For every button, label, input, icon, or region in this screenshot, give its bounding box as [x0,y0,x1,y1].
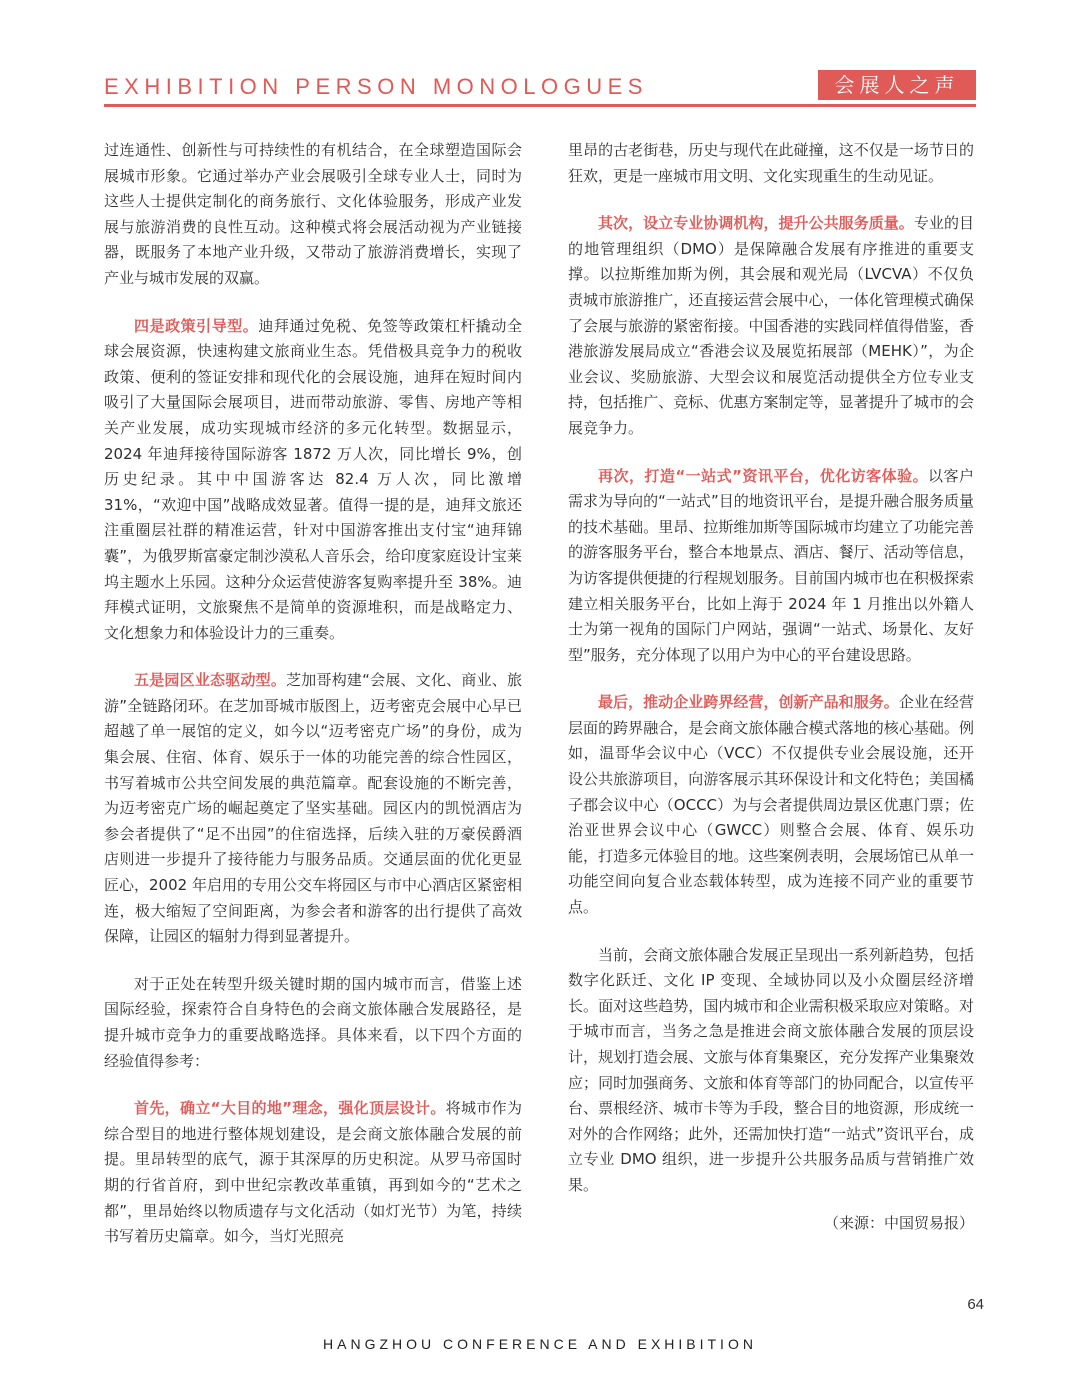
paragraph-body: 以客户需求为导向的“一站式”目的地资讯平台，是提升融合服务质量的技术基础。里昂、拉斯维加斯等国际城市均建立了功能完善的游客服务平台，整合本地景点、酒店、餐厅、活动等信息，为访客提供便捷的行程规划服务。目前国内城市也在积极探索建立相关服务平台，比如上海于 2024 年 1 月推出以外籍人士为第一视角的国际门户网站，强调“一站式、场景化、友好型”服务，充分体现了以用户为中心的平台建设思路。 [568,466,974,664]
paragraph-body: 迪拜通过免税、免签等政策杠杆撬动全球会展资源，快速构建文旅商业生态。凭借极具竞争力的税收政策、便利的签证安排和现代化的会展设施，迪拜在短时间内吸引了大量国际会展项目，进而带动旅游、零售、房地产等相关产业发展，成功实现城市经济的多元化转型。数据显示，2024 年迪拜接待国际游客 1872 万人次，同比增长 9%，创历史纪录。其中中国游客达 82.4 万人次，同比激增 31%，“欢迎中国”战略成效显著。值得一提的是，迪拜文旅还注重圈层社群的精准运营，针对中国游客推出支付宝“迪拜锦囊”，为俄罗斯富豪定制沙漠私人音乐会，给印度家庭设计宝莱坞主题水上乐园。这种分众运营使游客复购率提升至 38%。迪拜模式证明，文旅聚焦不是简单的资源堆积，而是战略定力、文化想象力和体验设计力的三重奏。 [104,316,522,642]
paragraph [568,211,974,441]
section-heading: 再次，打造“一站式”资讯平台，优化访客体验。 [598,466,929,485]
paragraph: 当前，会商文旅体融合发展正呈现出一系列新趋势，包括数字化跃迁、文化 IP 变现、全域协同以及小众圈层经济增长。面对这些趋势，国内城市和企业需积极采取应对策略。对于城市而言，当务之急是推进会商文旅体融合发展的顶层设计，规划打造会展、文旅与体育集聚区，充分发挥产业集聚效应；同时加强商务、文旅和体育等部门的协同配合，以宣传平台、票根经济、城市卡等为手段，整合目的地资源，形成统一对外的合作网络；此外，还需加快打造“一站式”资讯平台，成立专业 DMO 组织，进一步提升公共服务品质与营销推广效果。 [568,945,974,1194]
section-heading: 五是园区业态驱动型。 [134,671,287,690]
paragraph-body: 将城市作为综合型目的地进行整体规划建设，是会商文旅体融合发展的前提。里昂转型的底气，源于其深厚的历史积淀。从罗马帝国时期的行省首府，到中世纪宗教改革重镇，再到如今的“艺术之都”，里昂始终以物质遗存与文化活动（如灯光节）为笔，持续书写着历史篇章。如今，当灯光照亮 [104,1099,522,1246]
paragraph [568,690,974,920]
source-citation: （来源：中国贸易报） [823,1213,974,1232]
section-heading: 首先，确立“大目的地”理念，强化顶层设计。 [134,1099,446,1118]
header-title: EXHIBITION PERSON MONOLOGUES [104,74,648,99]
header-badge: 会展人之声 [818,70,976,100]
paragraph-body: 芝加哥构建“会展、文化、商业、旅游”全链路闭环。在芝加哥城市版图上，迈考密克会展中心早已超越了单一展馆的定义，如今以“迈考密克广场”的身份，成为集会展、住宿、体育、娱乐于一体的功能完善的综合性园区，书写着城市公共空间发展的典范篇章。配套设施的不断完善，为迈考密克广场的崛起奠定了坚实基础。园区内的凯悦酒店为参会者提供了“足不出园”的住宿选择，后续入驻的万豪侯爵酒店则进一步提升了接待能力与服务品质。交通层面的优化更显匠心，2002 年启用的专用公交车将园区与市中心酒店区紧密相连，极大缩短了空间距离，为参会者和游客的出行提供了高效保障，让园区的辐射力得到显著提升。 [104,671,522,946]
paragraph [104,1096,522,1250]
right-column [568,138,974,1258]
header-divider [104,104,976,107]
paragraph [104,314,522,647]
paragraph-body: 专业的目的地管理组织（DMO）是保障融合发展有序推进的重要支撑。以拉斯维加斯为例，其会展和观光局（LVCVA）不仅负责城市旅游推广，还直接运营会展中心，一体化管理模式确保了会展与旅游的紧密衔接。中国香港的实践同样值得借鉴，香港旅游发展局成立“香港会议及展览拓展部（MEHK）”，为企业会议、奖励旅游、大型会议和展览活动提供全方位专业支持，包括推广、竞标、优惠方案制定等，显著提升了城市的会展竞争力。 [568,214,974,437]
footer-title: HANGZHOU CONFERENCE AND EXHIBITION [323,1336,757,1352]
section-heading: 其次，设立专业协调机构，提升公共服务质量。 [598,214,914,233]
paragraph-body: 企业在经营层面的跨界融合，是会商文旅体融合模式落地的核心基础。例如，温哥华会议中心（VCC）不仅提供专业会展设施，还开设公共旅游项目，向游客展示其环保设计和文化特色；美国橘子郡会议中心（OCCC）为与会者提供周边景区优惠门票；佐治亚世界会议中心（GWCC）则整合会展、体育、娱乐功能，打造多元体验目的地。这些案例表明，会展场馆已从单一功能空间向复合业态载体转型，成为连接不同产业的重要节点。 [568,693,974,917]
paragraph: 过连通性、创新性与可持续性的有机结合，在全球塑造国际会展城市形象。它通过举办产业会展吸引全球专业人士，同时为这些人士提供定制化的商务旅行、文化体验服务，形成产业发展与旅游消费的良性互动。这种模式将会展活动视为产业链接器，既服务了本地产业升级，又带动了旅游消费增长，实现了产业与城市发展的双赢。 [104,141,522,287]
paragraph: 对于正处在转型升级关键时期的国内城市而言，借鉴上述国际经验，探索符合自身特色的会商文旅体融合发展路径，是提升城市竞争力的重要战略选择。具体来看，以下四个方面的经验值得参考： [104,974,522,1070]
section-heading: 最后，推动企业跨界经营，创新产品和服务。 [598,693,899,712]
paragraph: 里昂的古老街巷，历史与现代在此碰撞，这不仅是一场节日的狂欢，更是一座城市用文明、文化实现重生的生动见证。 [568,141,974,185]
section-heading: 四是政策引导型。 [134,316,259,335]
page-number: 64 [967,1296,984,1313]
paragraph [568,464,974,669]
left-column [104,138,522,1272]
paragraph [104,668,522,950]
